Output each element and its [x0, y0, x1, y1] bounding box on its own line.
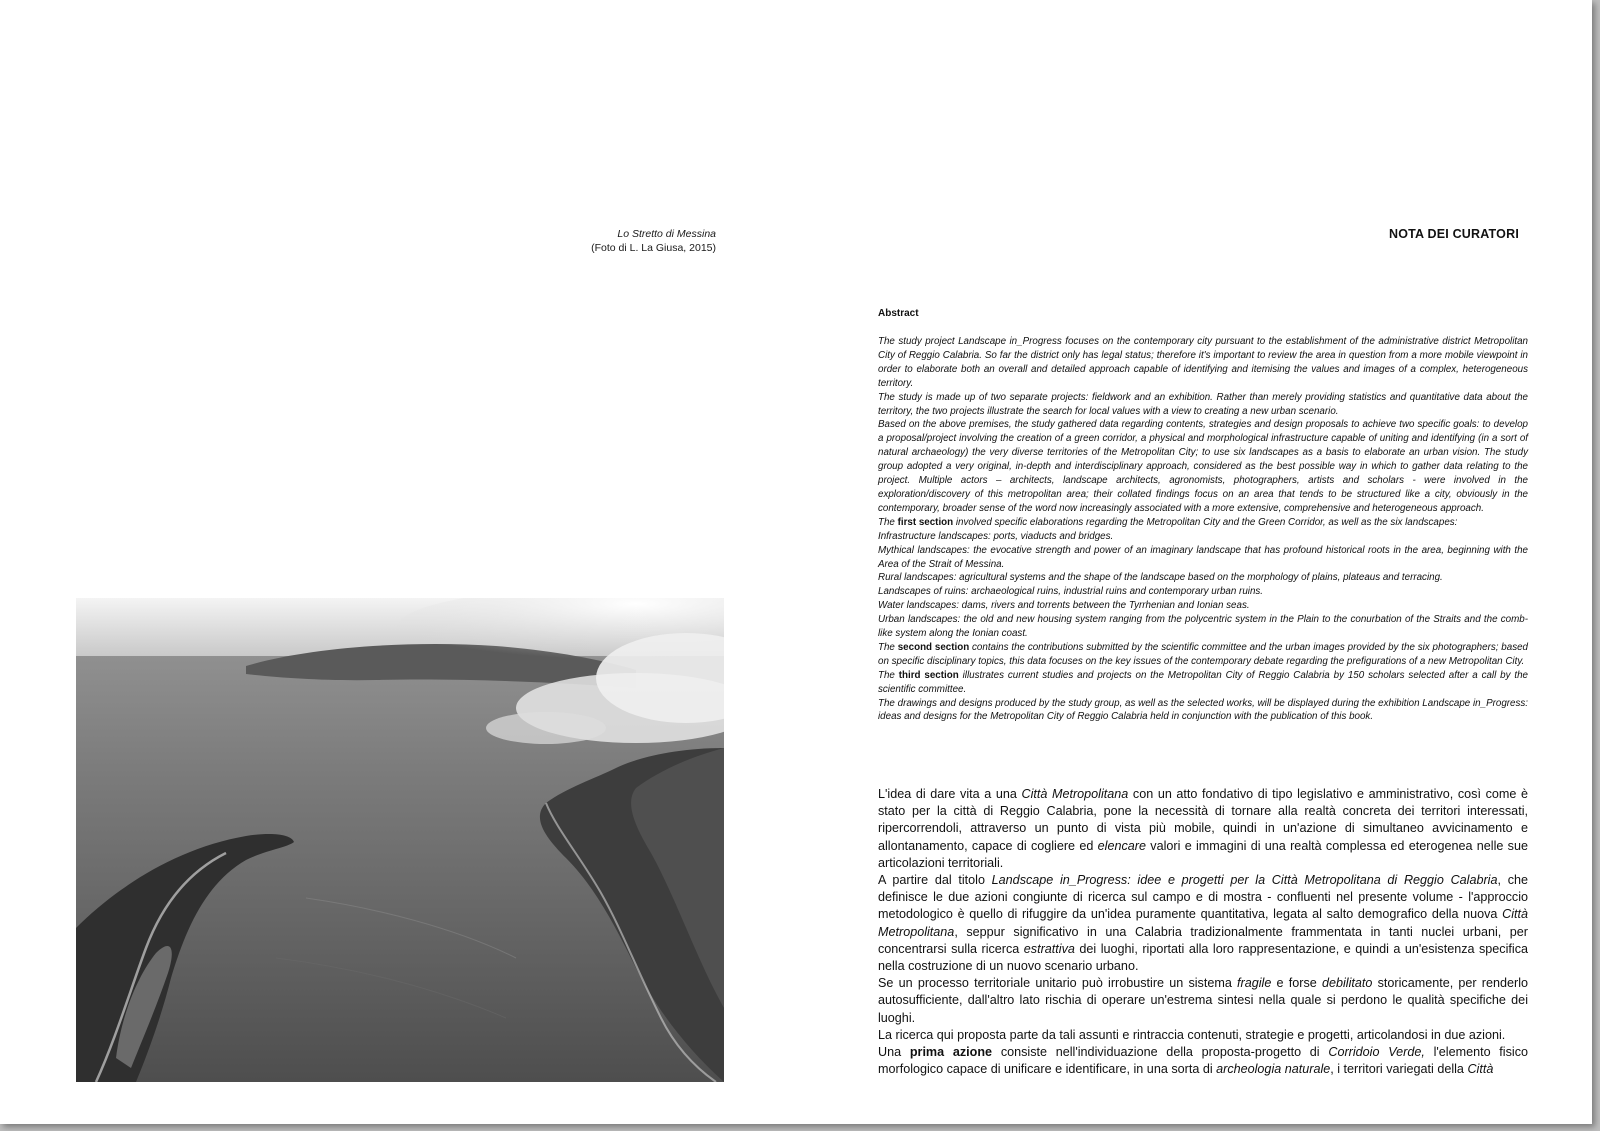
abstract-paragraph: Water landscapes: dams, rivers and torrents between the Tyrrhenian and Ionian seas. [878, 600, 1250, 612]
abstract-label: Abstract [878, 308, 919, 319]
aerial-photo [76, 598, 724, 1082]
body-paragraph: A partire dal titolo Landscape in_Progress: idee e progetti per la Città Metropolitana di Reggio Calabria, che definisce le due azioni congiunte di ricerca sul campo e di mostra - confluenti nel presente volume - l'approccio metodologico è quello di rifuggire da un'idea puramente quantitativa, legata al salto demografico della nuova Città Metropolitana, seppur significativo in una Calabria tradizionalmente frammentata in tanti nuclei urbani, per concentrarsi sulla ricerca estrattiva dei luoghi, riportati alla loro rappresentazione, e quindi a un'esistenza specifica nella costruzione di un nuovo scenario urbano. [878, 873, 1529, 974]
abstract-paragraph: Based on the above premises, the study gathered data regarding contents, strategies and design proposals to achieve two specific goals: to develop a proposal/project involving the creation of a green corridor, a physical and morphological infrastructure capable of uniting and identifying (in a sort of natural archaeology) the very diverse territories of the Metropolitan City; to use six landscapes as a basis to elaborate an urban vision. The study group adopted a very original, in-depth and interdisciplinary approach, considered as the best possible way in which to gather data relating to the project. Multiple actors – architects, landscape architects, agronomists, photographers, artists and scholars - were involved in the exploration/discovery of this metropolitan area; their collated findings focus on an area that tends to be structured like a city, obviously in the contemporary, broader sense of the word now increasingly associated with a more extensive, comprehensive and heterogeneous approach. [878, 419, 1528, 514]
abstract-paragraph: The first section involved specific elaborations regarding the Metropolitan City and the Green Corridor, as well as the six landscapes: [878, 516, 1458, 528]
photo-caption [591, 227, 716, 255]
abstract-paragraph: The study is made up of two separate projects: fieldwork and an exhibition. Rather than merely providing statistics and quantitative data about the territory, the two projects illustrate the search for local values with a view to creating a new urban scenario. [878, 391, 1528, 417]
abstract-paragraph: The drawings and designs produced by the study group, as well as the selected works, will be displayed during the exhibition Landscape in_Progress: ideas and designs for the Metropolitan City of Reggio Calabria held in conjunction with the publication of this book. [878, 697, 1528, 723]
caption-title: Lo Stretto di Messina [617, 228, 716, 240]
body-paragraph: Una prima azione consiste nell'individuazione della proposta-progetto di Corridoio Verde, l'elemento fisico morfologico capace di unificare e identificare, in una sorta di archeologia naturale, i territori variegati della Città [878, 1045, 1529, 1077]
caption-credit: (Foto di L. La Giusa, 2015) [591, 242, 716, 254]
abstract-paragraph: Infrastructure landscapes: ports, viaducts and bridges. [878, 530, 1114, 542]
abstract-paragraph: Landscapes of ruins: archaeological ruins, industrial ruins and contemporary urban ruins. [878, 586, 1264, 598]
abstract-text [878, 335, 1528, 724]
section-title: NOTA DEI CURATORI [1388, 227, 1519, 241]
abstract-paragraph: Urban landscapes: the old and new housing system ranging from the polycentric system in the Plain to the conurbation of the Straits and the comb-like system along the Ionian coast. [878, 614, 1528, 640]
abstract-paragraph: The second section contains the contributions submitted by the scientific committee and the urban images provided by the six photographers; based on specific disciplinary topics, this data focuses on the key issues of the contemporary debate regarding the prefigurations of a new Metropolitan City. [878, 641, 1528, 667]
abstract-paragraph: The study project Landscape in_Progress focuses on the contemporary city pursuant to the establishment of the administrative district Metropolitan City of Reggio Calabria. So far the district only has legal status; therefore it's important to review the area in question from a more mobile viewpoint in order to elaborate both an overall and detailed approach capable of identifying and itemising the values and images of a complex, heterogeneous territory. [878, 336, 1528, 389]
body-paragraph: Se un processo territoriale unitario può irrobustire un sistema fragile e forse debilitato storicamente, per renderlo autosufficiente, dall'altro lato rischia di operare un'estrema sintesi nella quale si perdono le qualità specifiche dei luoghi. [878, 976, 1529, 1025]
abstract-paragraph: Rural landscapes: agricultural systems and the shape of the landscape based on the morphology of plains, plateaus and terracing. [878, 572, 1443, 584]
abstract-paragraph: Mythical landscapes: the evocative strength and power of an imaginary landscape that has profound historical roots in the area, beginning with the Area of the Strait of Messina. [878, 544, 1528, 570]
body-text [878, 786, 1528, 1078]
body-paragraph: La ricerca qui proposta parte da tali assunti e rintraccia contenuti, strategie e progetti, articolandosi in due azioni. [878, 1027, 1506, 1042]
abstract-paragraph: The third section illustrates current studies and projects on the Metropolitan City of Reggio Calabria by 150 scholars selected after a call by the scientific committee. [878, 669, 1529, 695]
body-paragraph: L'idea di dare vita a una Città Metropolitana con un atto fondativo di tipo legislativo e amministrativo, così come è stato per la città di Reggio Calabria, pone la necessità di tornare alla realtà concreta dei territori interessati, ripercorrendoli, attraverso un punto di vista più mobile, quindi in un'azione di simultaneo avvicinamento e allontanamento, capace di cogliere ed elencare valori e immagini di una realtà complessa ed eterogenea nelle sue articolazioni territoriali. [878, 787, 1528, 870]
aerial-photo-strait-of-messina-icon [76, 598, 724, 1082]
